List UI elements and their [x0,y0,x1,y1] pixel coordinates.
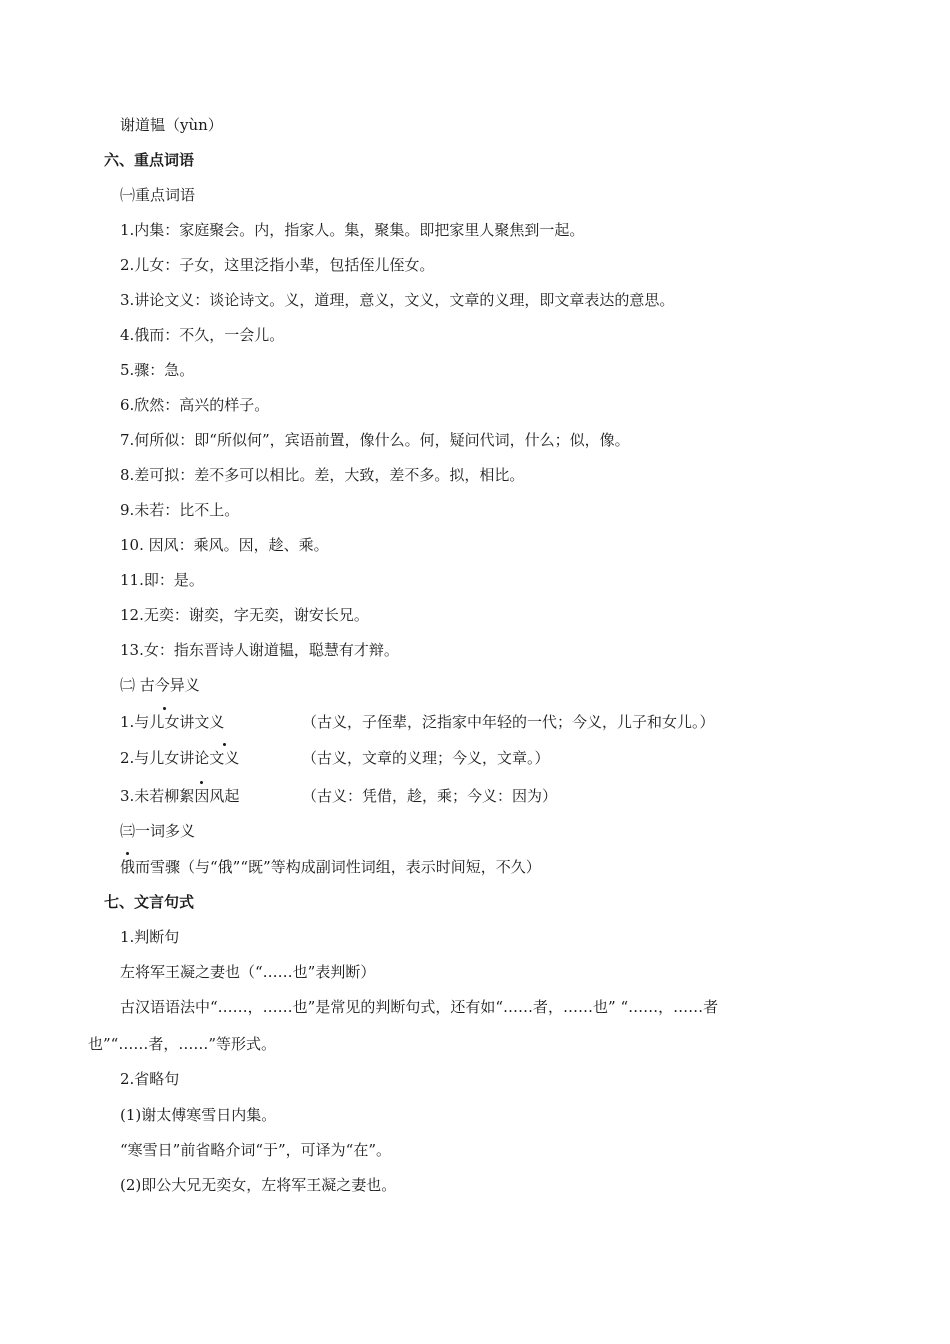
subsection-3-title: ㈢一词多义 [120,822,196,840]
polysemy-example [120,856,541,878]
term-item-9: 9.未若：比不上。 [120,501,240,519]
row-3-dotted: 因 [194,787,210,805]
row-3-post: 风起 [209,787,240,805]
ancient-modern-row-2 [120,747,239,769]
section-7-title: 七、文言句式 [104,893,195,911]
ellipsis-item-2: “寒雪日”前省略介词“于”，可译为“在”。 [120,1141,392,1159]
judgment-paragraph-line-2: 也”“……者，……”等形式。 [88,1035,277,1053]
judgment-example: 左将军王凝之妻也（“……也”表判断） [120,963,376,981]
ellipsis-title: 2.省略句 [120,1070,180,1088]
term-item-8: 8.差可拟：差不多可以相比。差，大致，差不多。拟，相比。 [120,466,525,484]
top-line: 谢道韫（yùn） [120,116,223,134]
row-1-note: （古义，子侄辈，泛指家中年轻的一代；今义，儿子和女儿。） [302,713,715,731]
subsection-2-title: ㈡ 古今异义 [120,676,200,694]
term-item-2: 2.儿女：子女，这里泛指小辈，包括侄儿侄女。 [120,256,435,274]
row-2-dotted: 文义 [209,749,240,767]
row-3-note: （古义：凭借，趁，乘；今义：因为） [302,787,558,805]
term-item-7: 7.何所似：即“所似何”，宾语前置，像什么。何，疑问代词，什么；似，像。 [120,431,630,449]
row-1-pre: 1.与 [120,713,150,731]
judgment-paragraph-line-1: 古汉语语法中“……，……也”是常见的判断句式，还有如“……者，……也” “……，……者 [120,998,719,1016]
ellipsis-item-1: (1)谢太傅寒雪日内集。 [120,1106,277,1124]
polysemy-post: 而雪骤（与“俄”“既”等构成副词性词组，表示时间短，不久） [135,858,541,876]
ancient-modern-row-3 [120,785,239,807]
term-item-1: 1.内集：家庭聚会。内，指家人。集，聚集。即把家里人聚焦到一起。 [120,221,585,239]
ancient-modern-row-1 [120,711,224,733]
row-3-pre: 3.未若柳絮 [120,787,195,805]
term-item-5: 5.骤：急。 [120,361,195,379]
term-item-12: 12.无奕：谢奕，字无奕，谢安长兄。 [120,606,369,624]
term-item-4: 4.俄而：不久，一会儿。 [120,326,285,344]
row-2-pre: 2.与儿女讲论 [120,749,210,767]
section-6-title: 六、重点词语 [104,151,195,169]
judgment-title: 1.判断句 [120,928,180,946]
ellipsis-item-3: (2)即公大兄无奕女，左将军王凝之妻也。 [120,1176,397,1194]
term-item-10: 10. 因风：乘风。因，趁、乘。 [120,536,329,554]
row-1-dotted: 儿女 [149,713,180,731]
row-1-post: 讲文义 [179,713,225,731]
polysemy-dotted: 俄 [120,858,136,876]
subsection-1-title: ㈠重点词语 [120,186,196,204]
term-item-11: 11.即：是。 [120,571,204,589]
term-item-3: 3.讲论文义：谈论诗文。义，道理，意义，文义，文章的义理，即文章表达的意思。 [120,291,675,309]
row-2-note: （古义，文章的义理；今义，文章。） [302,749,550,767]
term-item-13: 13.女：指东晋诗人谢道韫，聪慧有才辩。 [120,641,399,659]
term-item-6: 6.欣然：高兴的样子。 [120,396,270,414]
